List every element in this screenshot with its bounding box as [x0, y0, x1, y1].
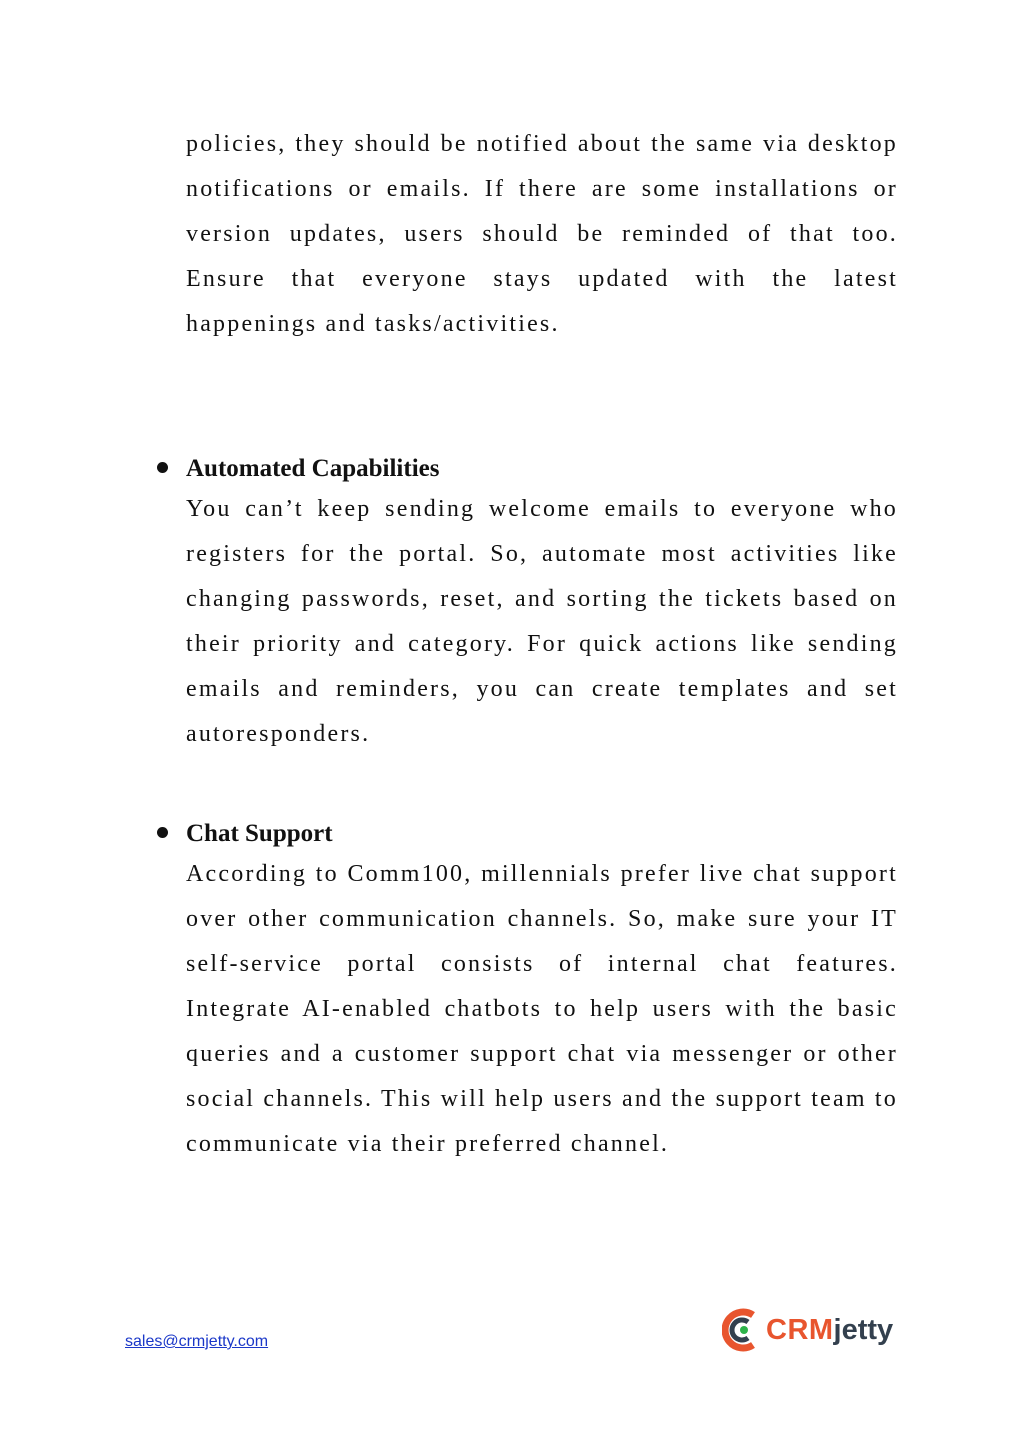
bullet-icon — [157, 827, 168, 838]
section-paragraph: According to Comm100, millennials prefer live chat support over other communication channels. So, make sure your IT self-service portal consists of internal chat features. Integrate AI-enabled chatbots to help users with the basic queries and a customer support chat via messenger or other social channels. This will help users and the support team to communicate via their preferred channel. — [186, 861, 898, 1157]
section-heading: Automated Capabilities — [186, 455, 440, 482]
intro-paragraph: policies, they should be notified about the same via desktop notifications or emails. If there are some installations or version updates, users should be reminded of that too. Ensure that everyone stays updated with the latest happenings and tasks/activities. — [186, 131, 898, 337]
crmjetty-c-logo-icon — [722, 1307, 762, 1353]
logo-text-jetty: jetty — [833, 1314, 894, 1346]
bullet-icon — [157, 462, 168, 473]
bullet-section-chat-support — [0, 815, 1024, 1157]
logo-text-crm: CRM — [766, 1314, 834, 1346]
bullet-section-automated-capabilities — [0, 450, 1024, 747]
section-paragraph: You can’t keep sending welcome emails to everyone who registers for the portal. So, automate most activities like changing passwords, reset, and sorting the tickets based on their priority and category. For quick actions like sending emails and reminders, you can create templates and set autoresponders. — [186, 496, 898, 747]
crmjetty-logo — [722, 1307, 902, 1355]
logo-wordmark — [766, 1313, 893, 1347]
section-heading: Chat Support — [186, 820, 333, 847]
footer-email-link[interactable]: sales@crmjetty.com — [125, 1333, 269, 1350]
